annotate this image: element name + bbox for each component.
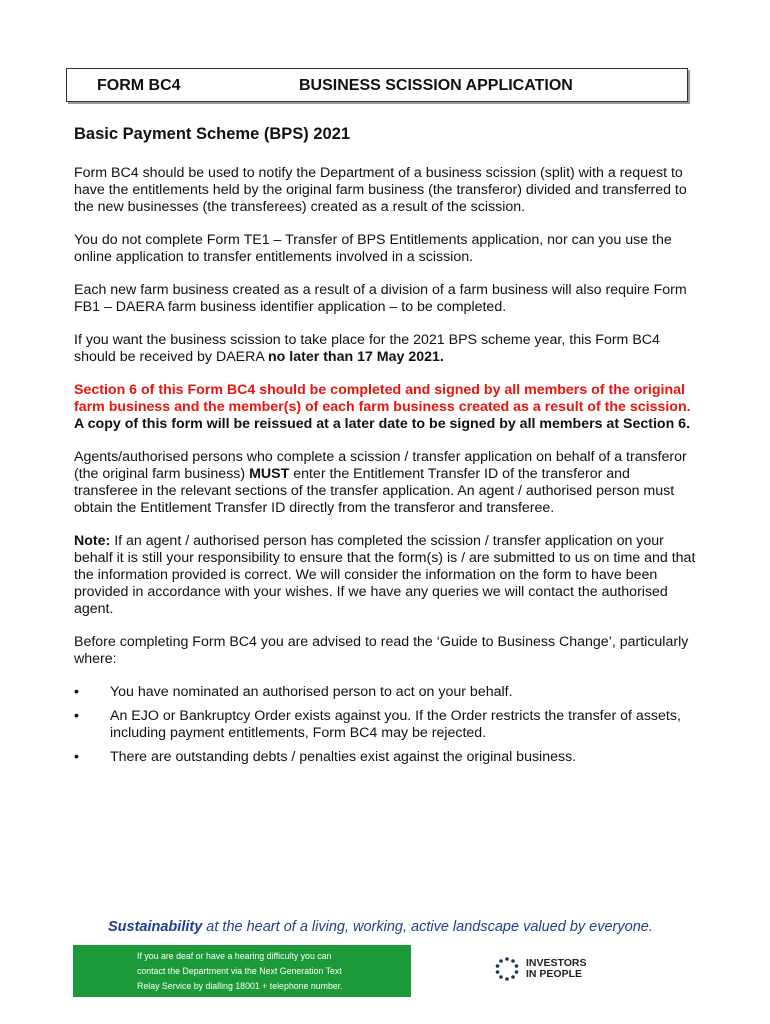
paragraph-note [74,533,696,618]
paragraph-deadline [74,332,696,366]
bullet-icon: • [74,708,79,724]
conditions-list [74,684,696,766]
laurel-icon [494,956,520,982]
deadline-date: no later than 17 May 2021. [268,349,444,365]
document-body [74,124,696,773]
list-item [74,684,696,701]
agents-must: MUST [249,466,290,482]
list-item-text: An EJO or Bankruptcy Order exists against you. If the Order restricts the transfer of assets, including payment entitlements, Form BC4 may be rejected. [110,708,681,741]
agents-text-a: Agents/authorised persons who complete a scission / transfer application on behalf of a transferor (the original farm business) [74,449,687,482]
section6-warning: Section 6 of this Form BC4 should be completed and signed by all members of the original farm business and the member(s) of each farm business created as a result of the scission [74,382,687,415]
paragraph-te1: You do not complete Form TE1 – Transfer of BPS Entitlements application, nor can you use the online application to transfer entitlements involved in a scission. [74,232,672,265]
list-item-text: You have nominated an authorised person to act on your behalf. [110,684,513,700]
bullet-icon: • [74,749,79,765]
bullet-icon: • [74,684,79,700]
tagline-text: at the heart of a living, working, active landscape valued by everyone. [202,919,653,935]
tagline-bold: Sustainability [108,919,203,935]
iip-line: IN PEOPLE [526,968,583,980]
paragraph-fb1: Each new farm business created as a result of a division of a farm business will also require Form FB1 – DAERA farm business identifier application – to be completed. [74,282,687,315]
deadline-text: If you want the business scission to take place for the 2021 BPS scheme year, this Form BC4 should be received by DAERA [74,332,660,365]
relay-service-banner [73,945,411,997]
note-label: Note: [74,533,111,549]
investors-in-people-logo [494,956,587,982]
relay-line: If you are deaf or have a hearing difficulty you can [137,951,332,961]
list-item [74,749,696,766]
note-text: If an agent / authorised person has completed the scission / transfer application on your behalf it is still your responsibility to ensure that the form(s) is / are submitted to us on time and that the information provided is correct. We will consider the information on the form to have been provided in accordance with your wishes. If we have any queries we will contact the authorised agent. [74,533,696,617]
list-item-text: There are outstanding debts / penalties exist against the original business. [110,749,577,765]
paragraph-purpose: Form BC4 should be used to notify the Department of a business scission (split) with a request to have the entitlements held by the original farm business (the transferor) divided and transferred to the new businesses (the transferees) created as a result of the scission. [74,165,687,215]
section6-dot: . [686,399,691,415]
paragraph-section6 [74,382,696,433]
form-label: FORM BC4 [97,77,181,94]
agents-text-b: enter the Entitlement Transfer ID of the transferor and transferee in the relevant sections of the transfer application. An agent / authorised person must obtain the Entitlement Transfer ID directly from the transferor and transferee. [74,466,675,516]
relay-line: Relay Service by dialling 18001 + telephone number. [137,981,343,991]
paragraph-agents [74,449,696,517]
sustainability-tagline [108,919,708,935]
paragraph-before: Before completing Form BC4 you are advised to read the ‘Guide to Business Change’, particularly where: [74,634,689,667]
list-item [74,708,696,742]
page-heading: Basic Payment Scheme (BPS) 2021 [74,125,351,143]
iip-line: INVESTORS [526,957,587,969]
relay-line: contact the Department via the Next Generation Text [137,966,342,976]
section6-reissue: A copy of this form will be reissued at a later date to be signed by all members at Section 6. [74,416,691,432]
form-header [66,68,688,102]
form-title: BUSINESS SCISSION APPLICATION [299,77,573,94]
